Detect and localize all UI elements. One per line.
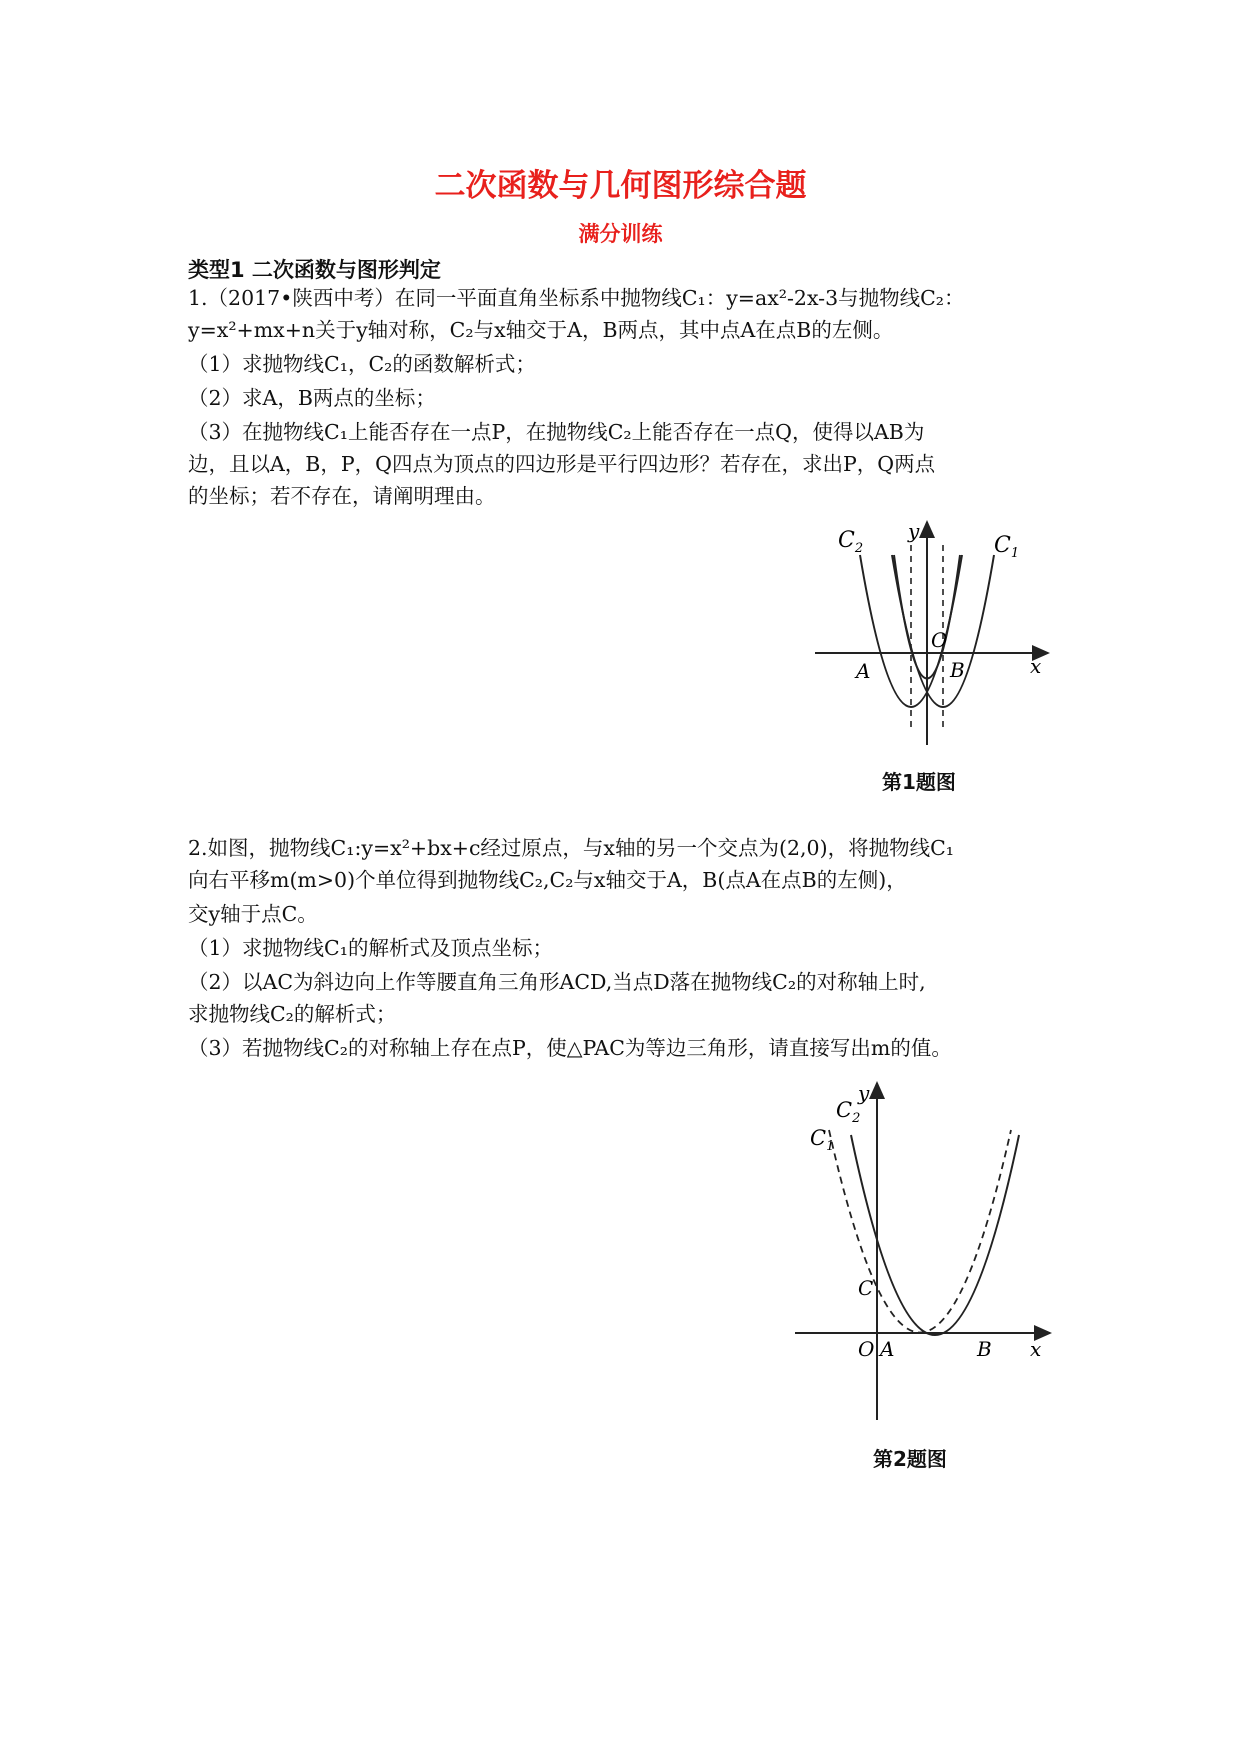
label-c1: $C_1$ [810, 1126, 835, 1154]
q2-line: （1）求抛物线C₁的解析式及顶点坐标； [188, 936, 553, 960]
q1-line: （1）求抛物线C₁，C₂的函数解析式； [188, 352, 536, 376]
q1-line: 1.（2017•陕西中考）在同一平面直角坐标系中抛物线C₁：y=ax²-2x-3与抛物线C₂： [188, 286, 965, 310]
label-c2: $C_2$ [836, 1098, 861, 1126]
q1-line: （2）求A，B两点的坐标； [188, 386, 436, 410]
label-o: O [858, 1337, 875, 1361]
q1-figure [810, 510, 1070, 750]
q2-figure [790, 1075, 1070, 1430]
label-o: O [931, 628, 948, 652]
q1-line: （3）在抛物线C₁上能否存在一点P，在抛物线C₂上能否存在一点Q，使得以AB为 [188, 420, 925, 444]
section-heading: 类型1 二次函数与图形判定 [188, 258, 441, 282]
q1-line: 边，且以A，B，P，Q四点为顶点的四边形是平行四边形？若存在，求出P，Q两点 [188, 452, 936, 476]
label-a: A [880, 1337, 895, 1361]
q1-figure-caption: 第1题图 [882, 770, 956, 794]
page-title: 二次函数与几何图形综合题 [434, 168, 807, 204]
label-c1: $C_1$ [994, 533, 1020, 561]
q1-line: 的坐标；若不存在，请阐明理由。 [188, 484, 496, 508]
label-y: y [858, 1081, 870, 1105]
q2-figure-caption: 第2题图 [873, 1447, 947, 1471]
q2-line: 求抛物线C₂的解析式； [188, 1002, 397, 1026]
q2-line: 交y轴于点C。 [188, 902, 318, 926]
label-x: x [1030, 1337, 1042, 1361]
label-c2: $C_2$ [838, 528, 864, 556]
label-b: B [950, 658, 965, 682]
q1-line: y=x²+mx+n关于y轴对称，C₂与x轴交于A，B两点，其中点A在点B的左侧。 [188, 318, 894, 342]
q2-line: 向右平移m(m>0)个单位得到抛物线C₂,C₂与x轴交于A，B(点A在点B的左侧)， [188, 868, 907, 892]
label-b: B [977, 1337, 992, 1361]
q2-line: （2）以AC为斜边向上作等腰直角三角形ACD,当点D落在抛物线C₂的对称轴上时, [188, 970, 926, 994]
label-c: C [858, 1276, 874, 1300]
page-subtitle: 满分训练 [578, 222, 663, 246]
label-a: A [856, 659, 871, 683]
q2-line: 2.如图，抛物线C₁:y=x²+bx+c经过原点，与x轴的另一个交点为(2,0)，将抛物线C₁ [188, 836, 954, 860]
q2-line: （3）若抛物线C₂的对称轴上存在点P，使△PAC为等边三角形，请直接写出m的值。 [188, 1036, 952, 1060]
label-x: x [1030, 654, 1042, 678]
label-y: y [908, 519, 920, 543]
